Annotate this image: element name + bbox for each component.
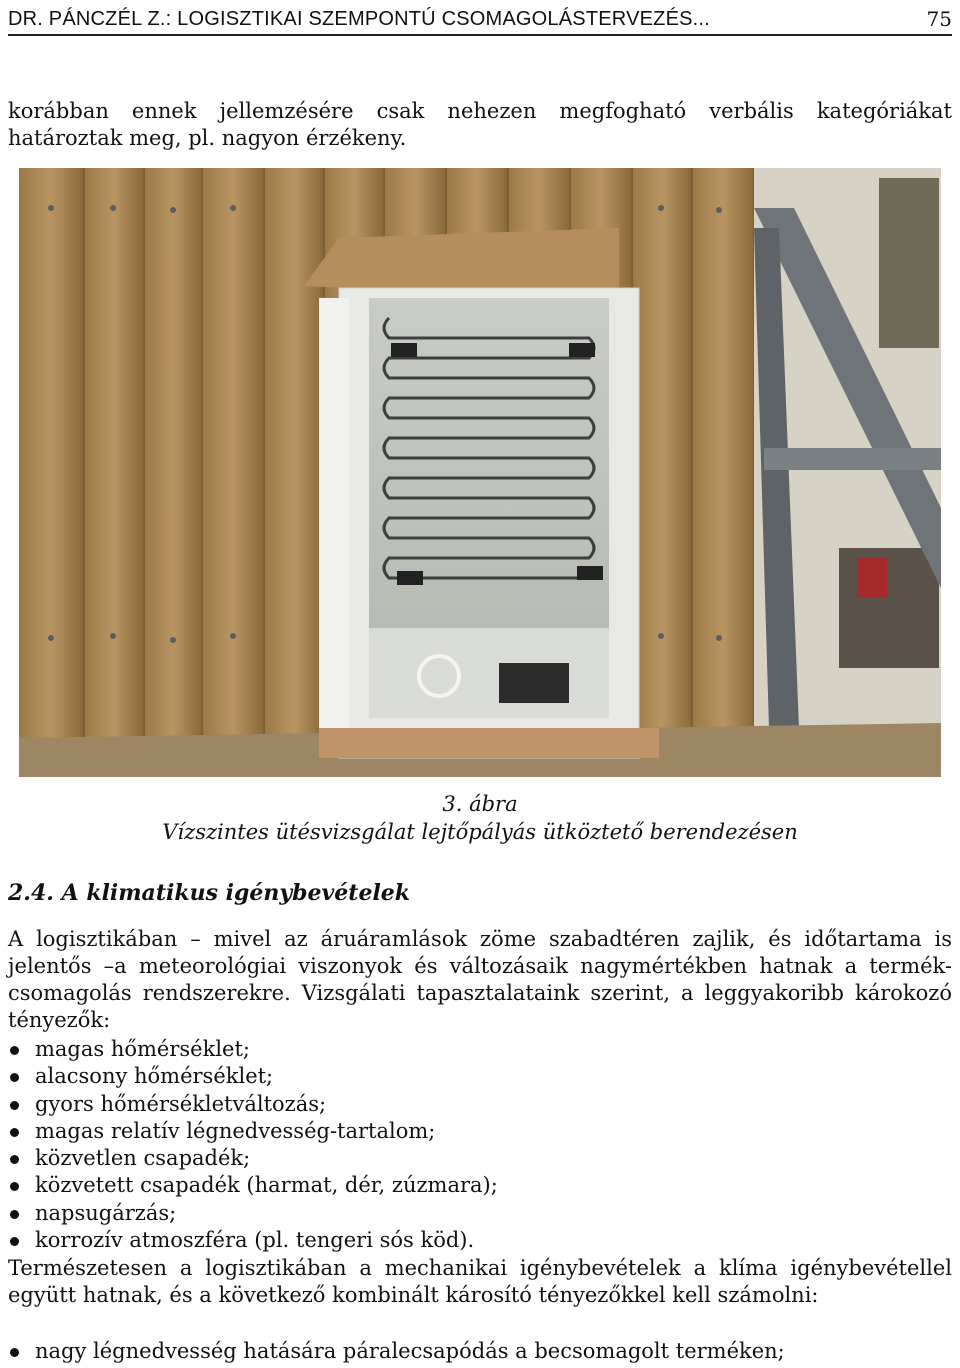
page-number: 75 bbox=[926, 7, 952, 31]
list-item: korrozív atmoszféra (pl. tengeri sós köd). bbox=[8, 1227, 952, 1254]
section-paragraph-1 bbox=[8, 926, 952, 1034]
list-item: magas relatív légnedvesség-tartalom; bbox=[8, 1118, 952, 1145]
list-item: magas hőmérséklet; bbox=[8, 1036, 952, 1063]
header-title: DR. PÁNCZÉL Z.: LOGISZTIKAI SZEMPONTÚ CSOMAGOLÁSTERVEZÉS... bbox=[8, 8, 710, 30]
section-title: 2.4. A klimatikus igénybevételek bbox=[8, 880, 411, 906]
photo-illustration bbox=[19, 168, 941, 777]
list-item: nagy légnedvesség hatására páralecsapódás a becsomagolt terméken; bbox=[8, 1338, 952, 1365]
figure-caption: Vízszintes ütésvizsgálat lejtőpályás ütköztető berendezésen bbox=[162, 820, 798, 844]
packaged-refrigerator bbox=[304, 228, 659, 758]
list-item: napsugárzás; bbox=[8, 1200, 952, 1227]
figure-photo bbox=[19, 168, 941, 777]
list-item: közvetett csapadék (harmat, dér, zúzmara); bbox=[8, 1172, 952, 1199]
paragraph-text: A logisztikában – mivel az áruáramlások zöme szabadtéren zajlik, és időtartama is jelentős –a meteorológiai viszonyok és változásaik nagymértékben hatnak a termék-csomagolás rendszerekre. Vizsgálati tapasztalataink szerint, a leggyakoribb károkozó tényezők: bbox=[8, 927, 952, 1032]
intro-paragraph: korábban ennek jellemzésére csak nehezen megfogható verbális kategóriákat határoztak meg, pl. nagyon érzékeny. bbox=[8, 99, 952, 150]
figure-number: 3. ábra bbox=[442, 792, 518, 816]
list-item: alacsony hőmérséklet; bbox=[8, 1063, 952, 1090]
running-header bbox=[8, 4, 952, 36]
list-item: gyors hőmérsékletváltozás; bbox=[8, 1091, 952, 1118]
combined-factors-list bbox=[8, 1338, 952, 1365]
section-paragraph-2: Természetesen a logisztikában a mechanikai igénybevételek a klíma igénybevétellel együtt hatnak, és a következő kombinált károsító tényezőkkel kell számolni: bbox=[8, 1256, 952, 1307]
list-item: közvetlen csapadék; bbox=[8, 1145, 952, 1172]
damage-factors-list bbox=[8, 1036, 952, 1254]
